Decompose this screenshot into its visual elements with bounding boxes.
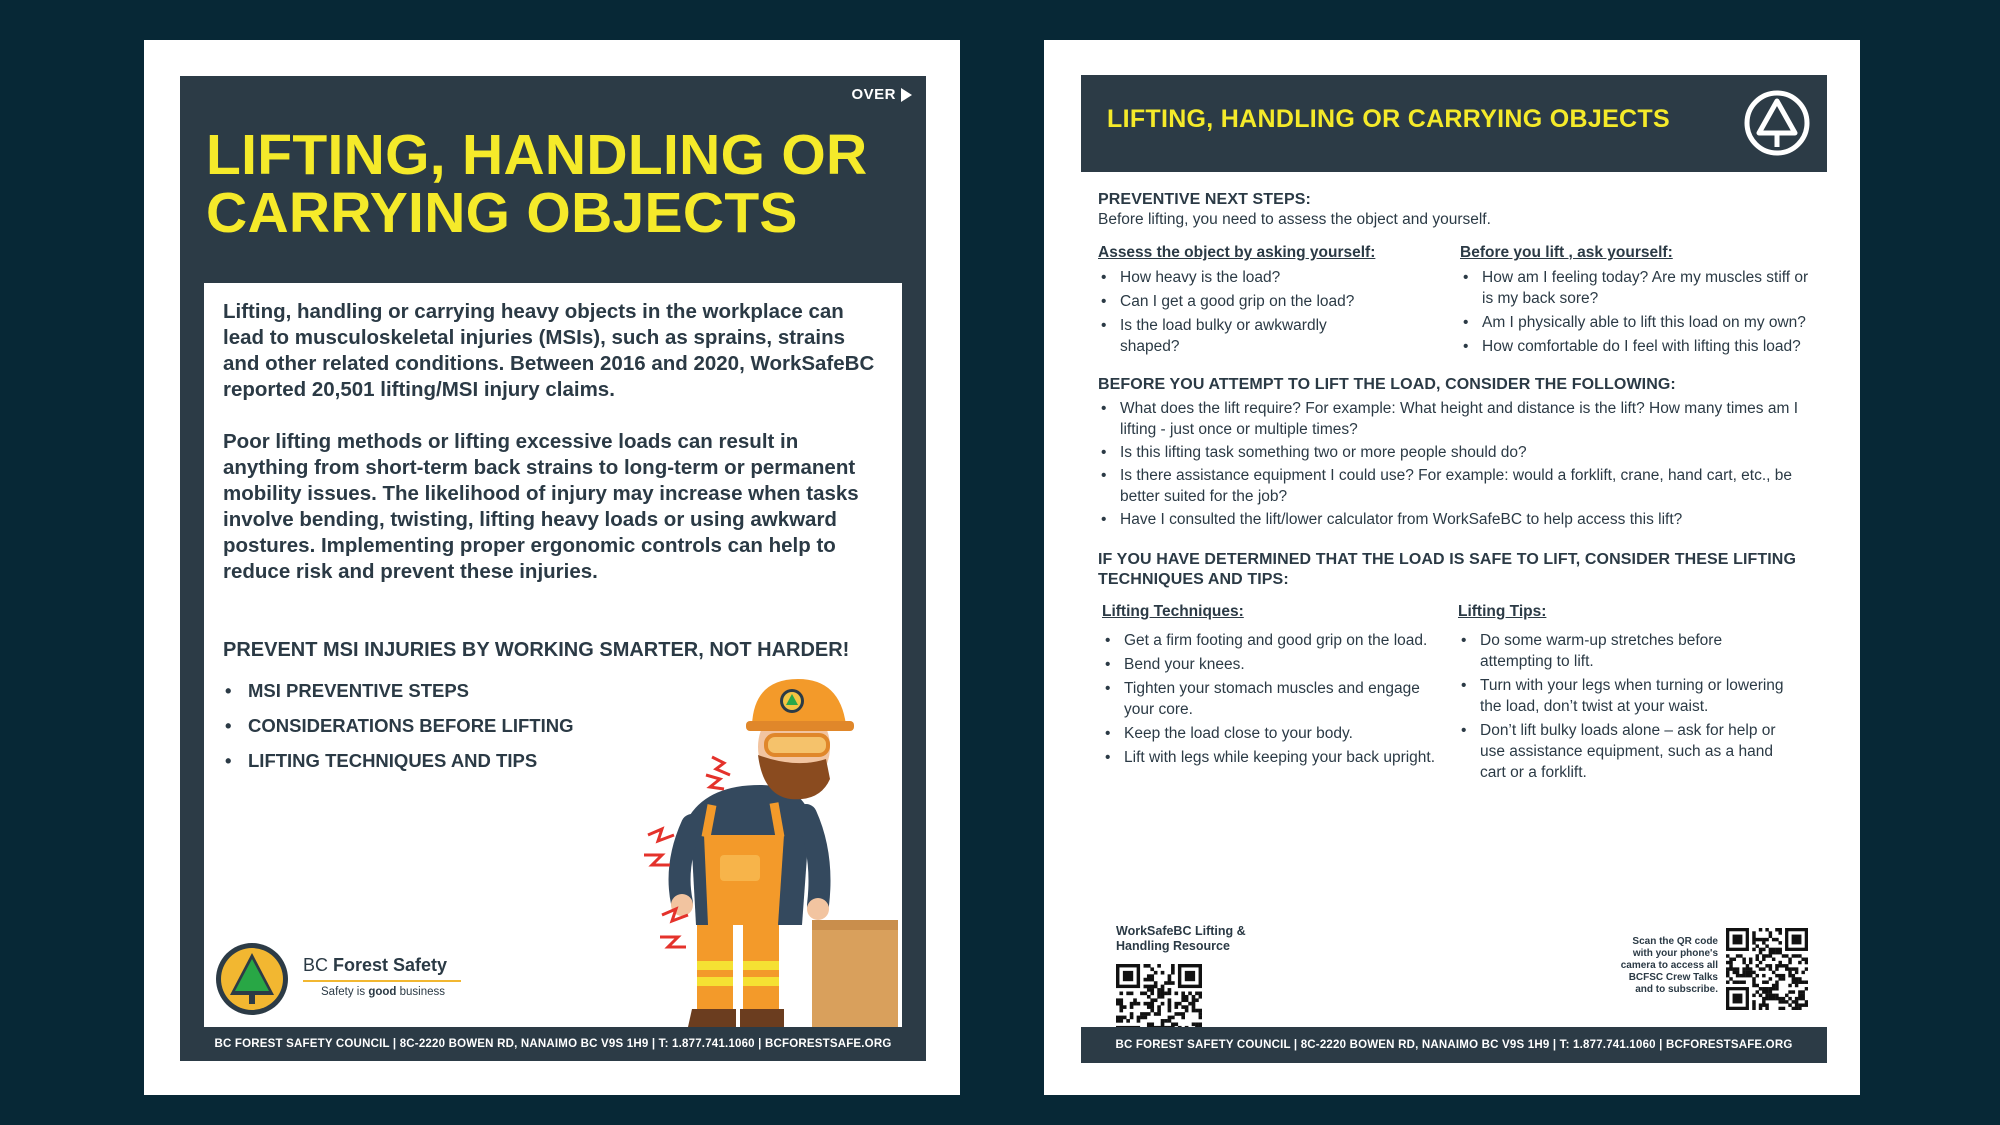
list-item: • What does the lift require? For example: What height and distance is the lift? How many times am I lifting - just once or multiple times? [1098,398,1798,440]
brand-name: BC Forest Safety [303,955,448,975]
scan-instructions: Scan the QR code with your phone's camera to access all BCFSC Crew Talks and to subscribe. [1620,936,1718,995]
list-item: • LIFTING TECHNIQUES AND TIPS [223,743,573,778]
poster-page-back [1044,40,1860,1095]
list-item: • Keep the load close to your body. [1102,723,1442,744]
front-bullet-list [223,673,573,778]
list-item: • Bend your knees. [1102,654,1442,675]
assess-object-column [1098,243,1460,357]
injured-worker-illustration [642,665,902,1027]
back-header [1081,75,1827,172]
list-item: • Is there assistance equipment I could use? For example: would a forklift, crane, hand cart, etc., be better suited for the job? [1098,465,1798,507]
crew-talks-subscribe [1618,928,1808,1010]
before-lift-column [1460,243,1818,357]
list-item: • Don’t lift bulky loads alone – ask for help or use assistance equipment, such as a hand cart or a forklift. [1458,720,1798,783]
brand-tagline: Safety is good business [321,986,446,998]
brand-divider [303,980,461,982]
before-lift-list [1460,267,1810,357]
assess-object-heading: Assess the object by asking yourself: [1098,244,1376,261]
front-footer: BC FOREST SAFETY COUNCIL | 8C-2220 BOWEN RD, NANAIMO BC V9S 1H9 | T: 1.877.741.1060 | BCFORESTSAFE.ORG [214,1038,892,1050]
list-item: • Have I consulted the lift/lower calculator from WorkSafeBC to help access this lift? [1098,509,1798,530]
before-lift-heading: Before you lift , ask yourself: [1460,244,1673,261]
list-item: • MSI PREVENTIVE STEPS [223,673,573,708]
assess-object-list [1098,267,1368,357]
tips-column [1458,602,1808,783]
intro-paragraph-1: Lifting, handling or carrying heavy objects in the workplace can lead to musculoskeletal injuries (MSIs), such as sprains, strains and other related conditions. Between 2016 and 2020, WorkSafeBC reported 20,501 lifting/MSI injury claims. [223,300,875,401]
over-label: OVER [851,86,896,103]
back-body [1098,190,1818,783]
list-item: • How am I feeling today? Are my muscles stiff or is my back sore? [1460,267,1810,309]
list-item: • Is this lifting task something two or more people should do? [1098,442,1798,463]
bc-forest-safety-logo-icon [214,941,290,1017]
list-item: • Tighten your stomach muscles and engage your core. [1102,678,1442,720]
consider-heading: BEFORE YOU ATTEMPT TO LIFT THE LOAD, CONSIDER THE FOLLOWING: [1098,376,1676,393]
back-footer: BC FOREST SAFETY COUNCIL | 8C-2220 BOWEN RD, NANAIMO BC V9S 1H9 | T: 1.877.741.1060 | BCFORESTSAFE.ORG [1081,1027,1827,1063]
crew-talks-qr-code[interactable] [1726,928,1808,1010]
techniques-list [1102,630,1442,768]
list-item: • Turn with your legs when turning or lowering the load, don’t twist at your waist. [1458,675,1798,717]
tips-heading: Lifting Tips: [1458,603,1547,620]
list-item: • Can I get a good grip on the load? [1098,291,1368,312]
list-item: • CONSIDERATIONS BEFORE LIFTING [223,708,573,743]
over-indicator [851,86,912,103]
front-title-line1: LIFTING, HANDLING OR [206,123,868,187]
techniques-heading: Lifting Techniques: [1102,603,1244,620]
list-item: • Do some warm-up stretches before attempting to lift. [1458,630,1798,672]
list-item: • Is the load bulky or awkwardly shaped? [1098,315,1368,357]
list-item: • Am I physically able to lift this load on my own? [1460,312,1810,333]
front-content-card [204,283,902,1027]
safe-heading: IF YOU HAVE DETERMINED THAT THE LOAD IS SAFE TO LIFT, CONSIDER THESE LIFTING TECHNIQUES AND TIPS: [1098,551,1796,588]
tips-list [1458,630,1798,783]
techniques-columns [1098,602,1818,783]
poster-page-front [144,40,960,1095]
list-item: • How heavy is the load? [1098,267,1368,288]
resource-label: WorkSafeBC Lifting & Handling Resource [1116,924,1246,953]
front-title-line2: CARRYING OBJECTS [206,181,798,245]
prevent-heading: PREVENT MSI INJURIES BY WORKING SMARTER, NOT HARDER! [223,639,850,661]
list-item: • Get a firm footing and good grip on the load. [1102,630,1442,651]
front-intro [223,299,883,611]
play-arrow-icon [901,88,912,102]
front-title [206,123,868,245]
assess-columns [1098,243,1818,357]
brand-block [303,955,461,998]
intro-paragraph-2: Poor lifting methods or lifting excessive loads can result in anything from short-term back strains to long-term or permanent mobility issues. The likelihood of injury may increase when tasks involve bending, twisting, lifting heavy loads or using awkward postures. Implementing proper ergonomic controls can help to reduce risk and prevent these injuries. [223,430,859,583]
back-title: LIFTING, HANDLING OR CARRYING OBJECTS [1107,105,1670,133]
techniques-column [1098,602,1458,783]
list-item: • Lift with legs while keeping your back upright. [1102,747,1442,768]
front-dark-frame [180,76,926,1061]
next-steps-intro: Before lifting, you need to assess the object and yourself. [1098,211,1491,228]
list-item: • How comfortable do I feel with lifting this load? [1460,336,1810,357]
next-steps-heading: PREVENTIVE NEXT STEPS: [1098,191,1311,208]
consider-list [1098,398,1798,530]
bcfsc-tree-logo-icon [1743,89,1811,157]
